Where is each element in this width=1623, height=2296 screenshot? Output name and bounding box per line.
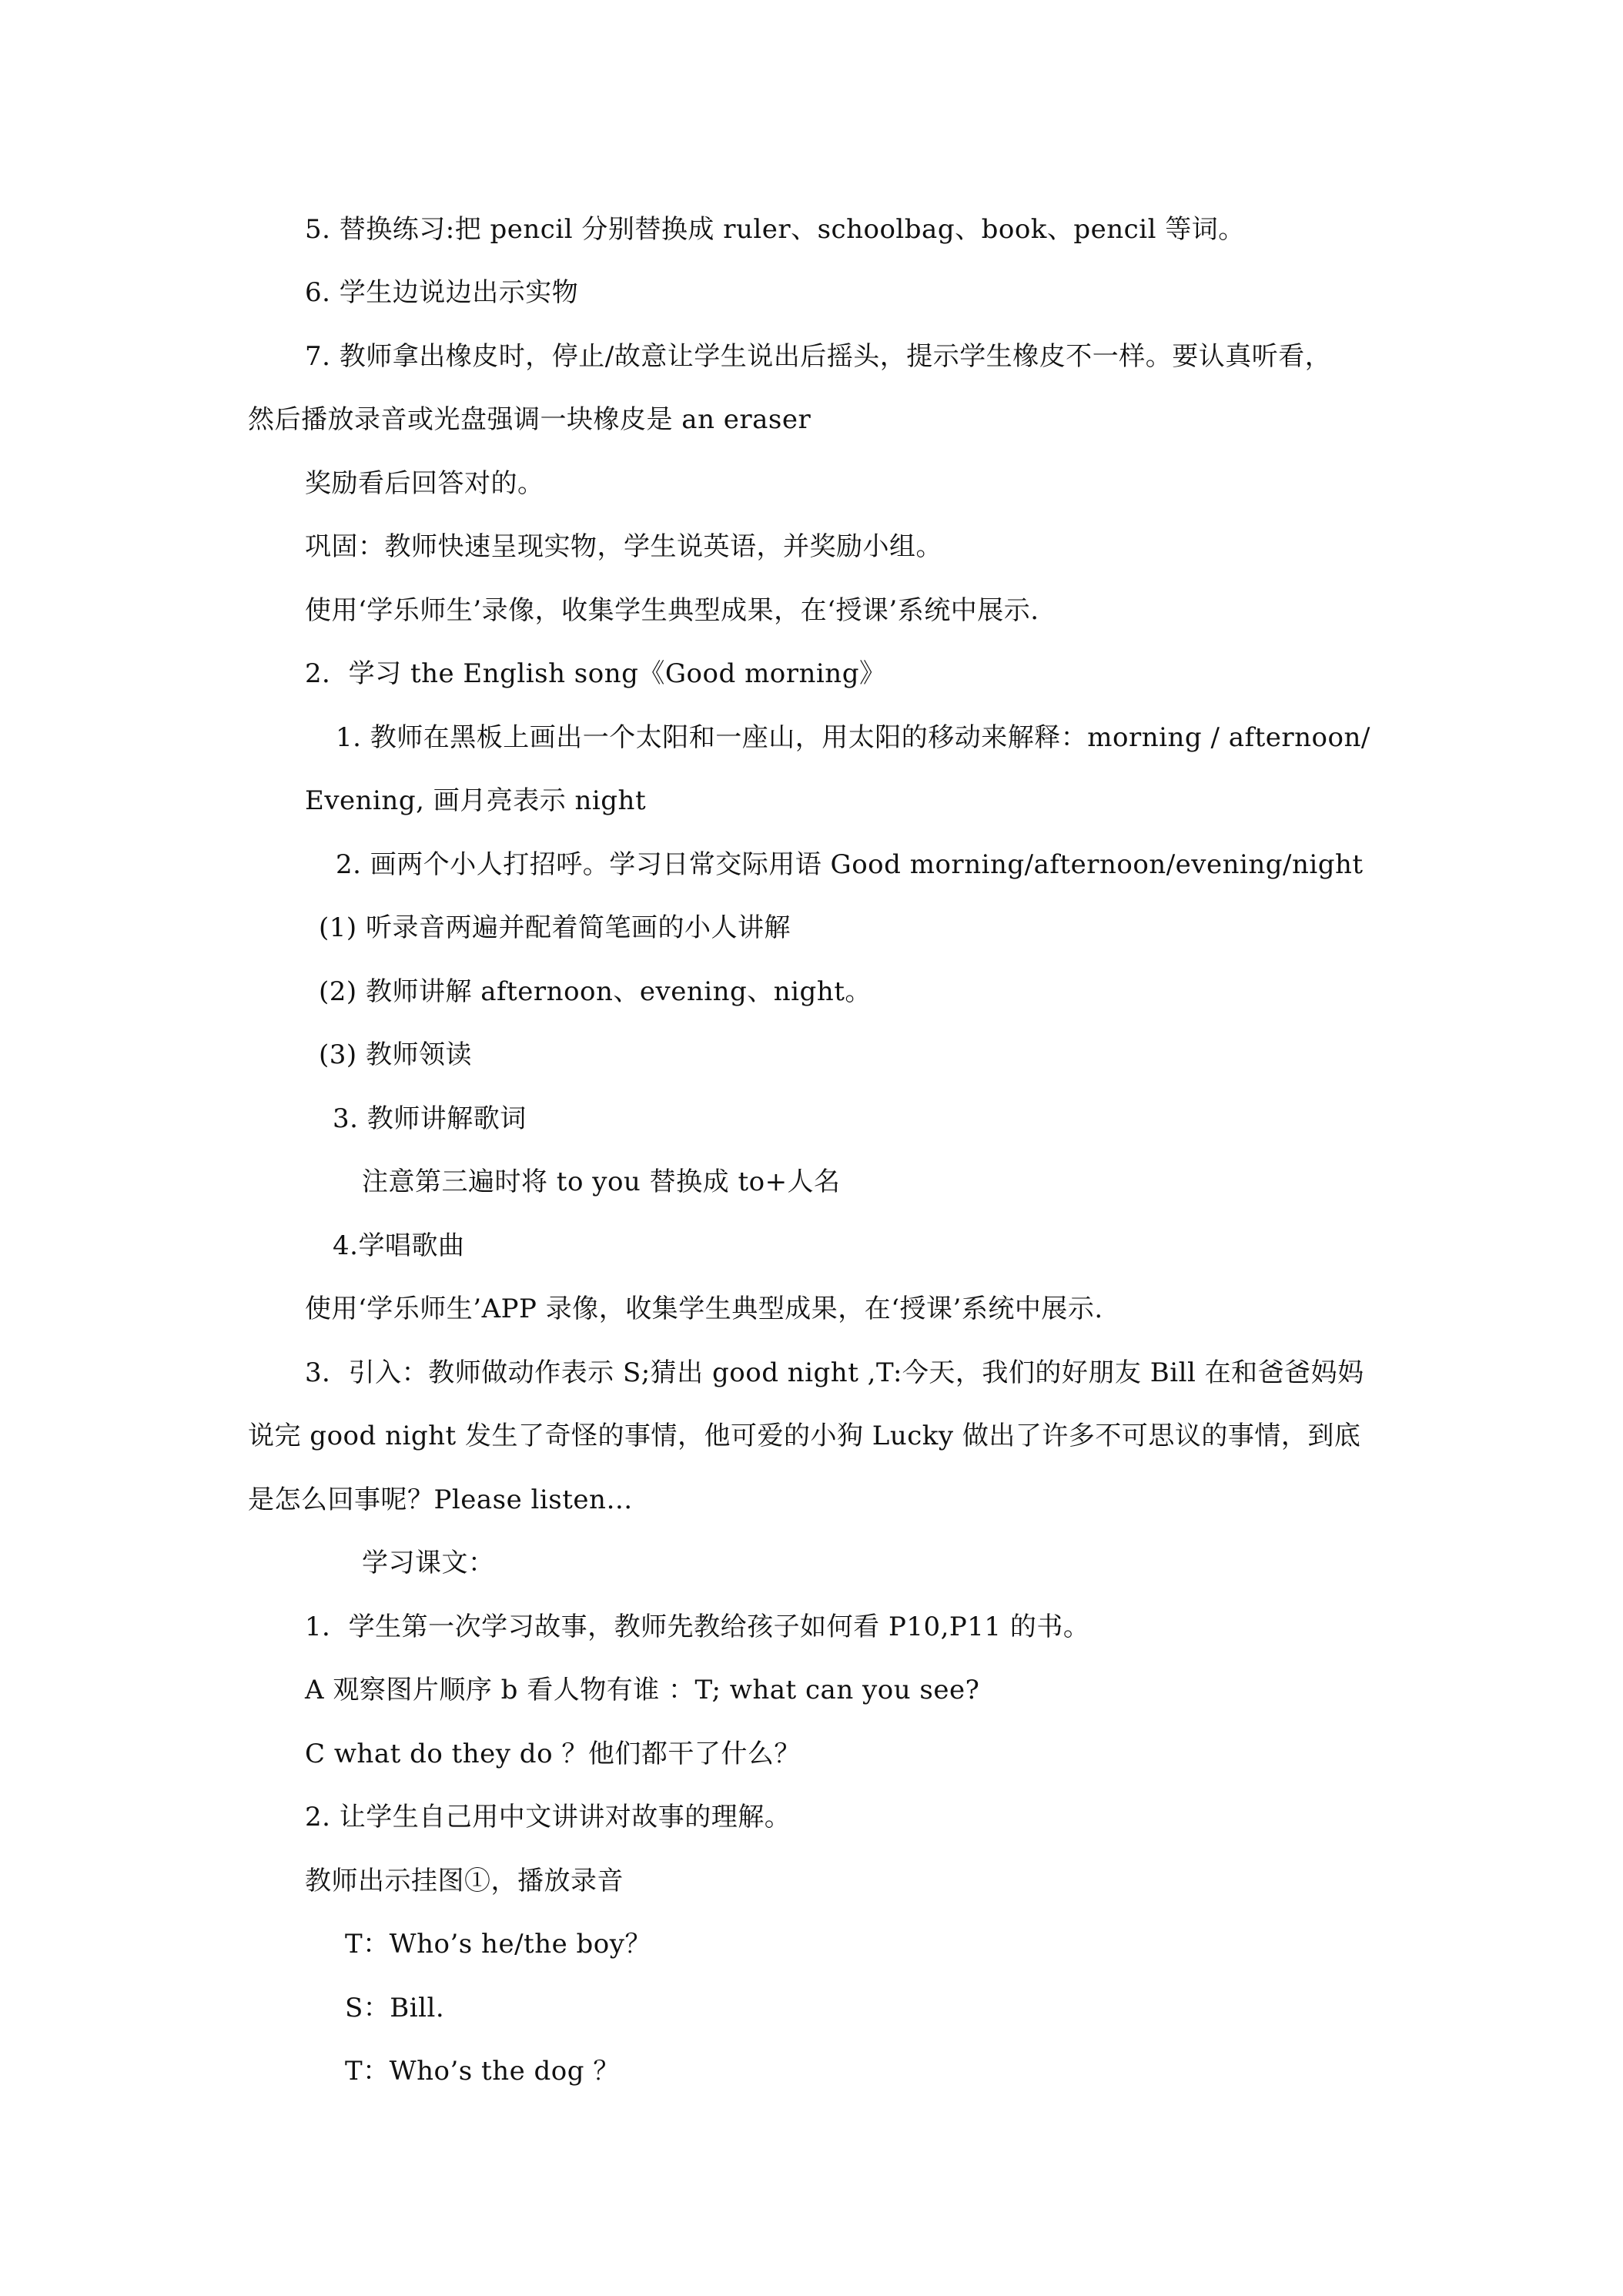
- text-line-17: 4.学唱歌曲: [333, 1230, 465, 1261]
- text-line-3: 7. 教师拿出橡皮时，停止/故意让学生说出后摇头，提示学生橡皮不一样。要认真听看，: [305, 341, 1332, 372]
- text-line-8: 2．学习 the English song《Good morning》: [305, 658, 886, 689]
- text-line-24: A 观察图片顺序 b 看人物有谁 ：T; what can you see?: [305, 1675, 980, 1705]
- text-line-23: 1．学生第一次学习故事，教师先教给孩子如何看 P10,P11 的书。: [305, 1612, 1090, 1642]
- text-line-21: 是怎么回事呢？Please listen…: [248, 1484, 633, 1515]
- text-line-27: 教师出示挂图①，播放录音: [305, 1866, 624, 1896]
- text-line-5: 奖励看后回答对的。: [305, 468, 544, 499]
- text-line-10: Evening, 画月亮表示 night: [305, 785, 647, 816]
- text-line-11: 2. 画两个小人打招呼。学习日常交际用语 Good morning/afternoon/evening/night: [336, 849, 1364, 880]
- text-line-2: 6. 学生边说边出示实物: [305, 277, 579, 308]
- text-line-25: C what do they do ？他们都干了什么？: [305, 1739, 801, 1769]
- text-line-26: 2. 让学生自己用中文讲讲对故事的理解。: [305, 1802, 791, 1832]
- text-line-9: 1. 教师在黑板上画出一个太阳和一座山，用太阳的移动来解释：morning / afternoon/: [336, 722, 1370, 753]
- text-line-7: 使用‘学乐师生’录像，收集学生典型成果，在‘授课’系统中展示.: [305, 595, 1039, 626]
- text-line-20: 说完 good night 发生了奇怪的事情，他可爱的小狗 Lucky 做出了许多不可思议的事情，到底: [248, 1421, 1361, 1451]
- text-line-6: 巩固：教师快速呈现实物，学生说英语，并奖励小组。: [305, 531, 942, 562]
- text-line-19: 3．引入：教师做动作表示 S;猜出 good night ,T:今天，我们的好朋友 Bill 在和爸爸妈妈: [305, 1357, 1364, 1388]
- text-line-29: S：Bill.: [345, 1993, 445, 2023]
- text-line-14: (3) 教师领读: [319, 1039, 472, 1070]
- text-line-12: (1) 听录音两遍并配着简笔画的小人讲解: [319, 912, 791, 943]
- text-line-13: (2) 教师讲解 afternoon、evening、night。: [319, 976, 872, 1007]
- text-line-15: 3. 教师讲解歌词: [333, 1103, 527, 1134]
- text-line-16: 注意第三遍时将 to you 替换成 to+人名: [362, 1166, 841, 1197]
- text-line-28: T：Who’s he/the boy？: [345, 1929, 651, 1960]
- text-line-4: 然后播放录音或光盘强调一块橡皮是 an eraser: [248, 404, 812, 435]
- text-line-22: 学习课文：: [362, 1548, 495, 1578]
- text-line-30: T：Who’s the dog ？: [345, 2056, 620, 2087]
- text-line-1: 5. 替换练习:把 pencil 分别替换成 ruler、schoolbag、book、pencil 等词。: [305, 214, 1245, 245]
- text-line-18: 使用‘学乐师生’APP 录像，收集学生典型成果，在‘授课’系统中展示.: [305, 1294, 1103, 1324]
